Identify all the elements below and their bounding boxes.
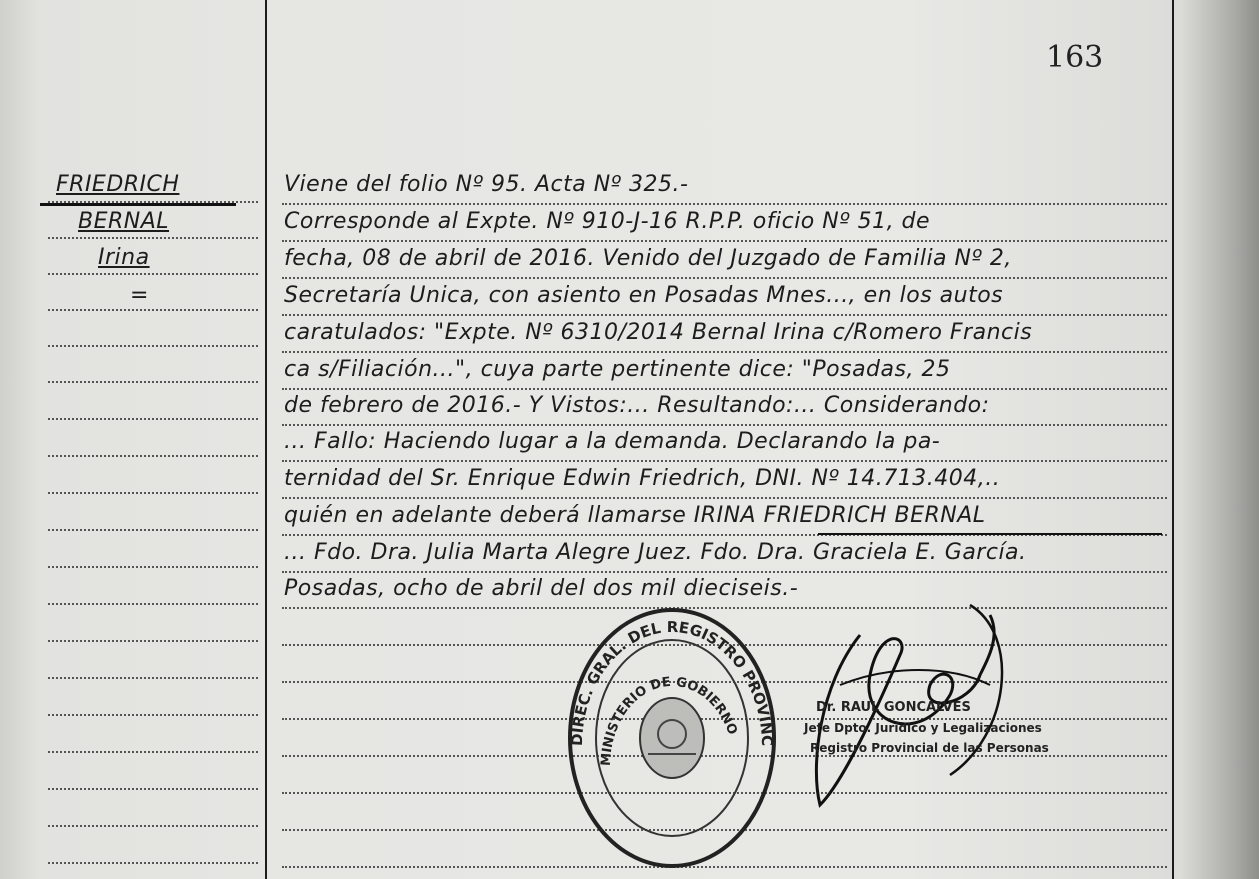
body-line-3: fecha, 08 de abril de 2016. Venido del Juzgado de Familia Nº 2, — [284, 246, 1012, 271]
left-margin-rule — [265, 0, 267, 879]
body-line-8: ... Fallo: Haciendo lugar a la demanda. Declarando la pa- — [284, 429, 941, 454]
body-line-10: quién en adelante deberá llamarse IRINA FRIEDRICH BERNAL — [284, 503, 986, 528]
body-line-9: ternidad del Sr. Enrique Edwin Friedrich, DNI. Nº 14.713.404,.. — [284, 466, 1001, 491]
seal-inner-text: MINISTERIO DE GOBIERNO — [598, 674, 740, 767]
signatory-title-1: Jefe Dpto. Jurídico y Legalizaciones — [804, 721, 1042, 735]
name-underline — [818, 533, 1162, 535]
margin-underline — [40, 203, 236, 206]
signature-block — [800, 595, 1049, 825]
margin-surname-1: FRIEDRICH — [56, 172, 180, 197]
body-line-2: Corresponde al Expte. Nº 910-J-16 R.P.P. oficio Nº 51, de — [284, 209, 931, 234]
body-line-5: caratulados: "Expte. Nº 6310/2014 Bernal Irina c/Romero Francis — [284, 320, 1033, 345]
official-seal-stamp — [566, 606, 778, 870]
right-margin-rule — [1172, 0, 1174, 879]
body-line-4: Secretaría Unica, con asiento en Posadas Mnes..., en los autos — [284, 283, 1004, 308]
body-line-11: ... Fdo. Dra. Julia Marta Alegre Juez. Fdo. Dra. Graciela E. García. — [284, 540, 1027, 565]
margin-equals-mark: = — [130, 283, 149, 308]
margin-surname-2: BERNAL — [78, 209, 170, 234]
signatory-title-2: Registro Provincial de las Personas — [810, 741, 1049, 755]
seal-outer-text: DIREC. GRAL. DEL REGISTRO PROVINC — [567, 617, 777, 747]
body-line-6: ca s/Filiación...", cuya parte pertinente dice: "Posadas, 25 — [284, 357, 951, 382]
body-line-12: Posadas, ocho de abril del dos mil dieciseis.- — [284, 576, 799, 601]
margin-given-name: Irina — [98, 245, 150, 270]
body-line-1: Viene del folio Nº 95. Acta Nº 325.- — [284, 172, 689, 197]
body-line-7: de febrero de 2016.- Y Vistos:... Resultando:... Considerando: — [284, 393, 990, 418]
signatory-name: Dr. RAUL GONCALVES — [816, 700, 971, 715]
folio-number: 163 — [1046, 40, 1104, 75]
